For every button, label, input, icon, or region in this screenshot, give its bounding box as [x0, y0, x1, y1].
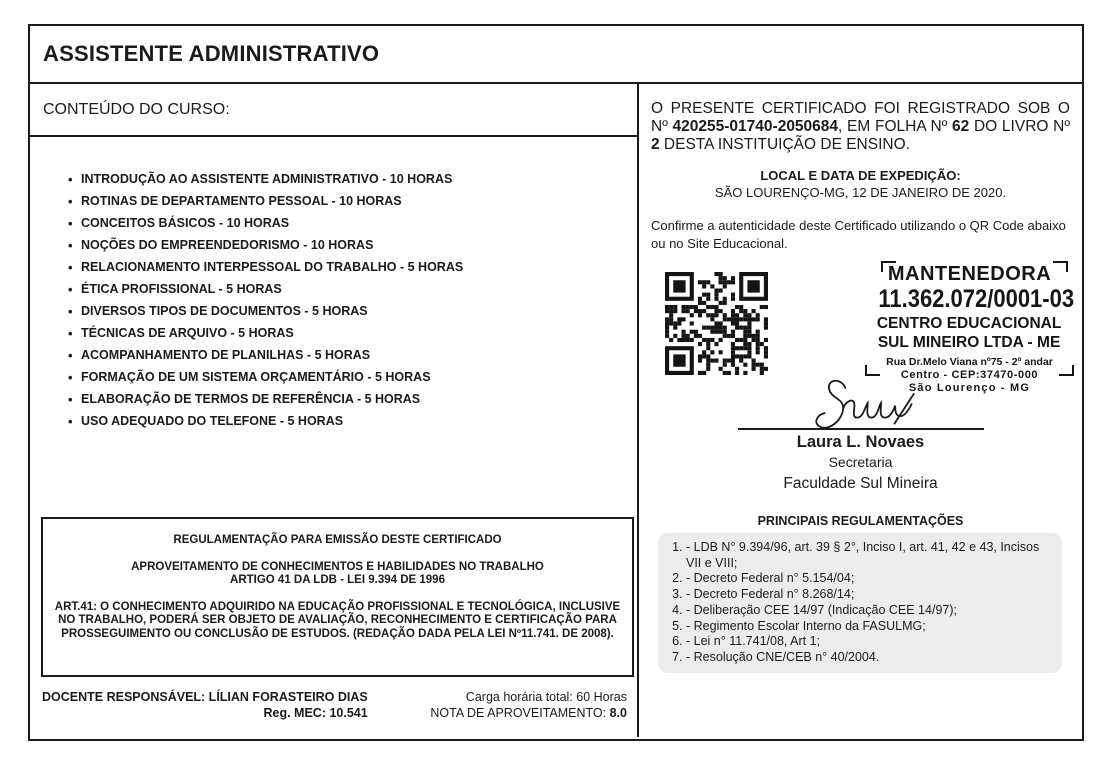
stamp-mantenedora: MANTENEDORA: [887, 263, 1052, 285]
regulation-notice-box: [41, 517, 634, 677]
grade-value: 8.0: [609, 706, 627, 720]
signatory-name: Laura L. Novaes: [796, 433, 925, 451]
course-topic: • ÉTICA PROFISSIONAL - 5 HORAS: [68, 283, 637, 296]
workload-block: [430, 689, 627, 721]
regulation-item: 6. - Lei n° 11.741/08, Art 1;: [686, 634, 1052, 650]
stamp-cep: Centro - CEP:37470-000: [900, 368, 1039, 381]
regulation-subtitle-line1: APROVEITAMENTO DE CONHECIMENTOS E HABILIDADES NO TRABALHO: [131, 560, 544, 573]
teacher-reg-mec: Reg. MEC: 10.541: [263, 706, 368, 720]
stamp-org-line1: CENTRO EDUCACIONAL: [877, 315, 1062, 332]
course-topic-list: [30, 173, 637, 428]
teacher-block: [42, 689, 368, 721]
expedition-label: LOCAL E DATA DE EXPEDIÇÃO:: [760, 168, 961, 183]
stamp-corner-icon: [1053, 261, 1068, 272]
regulations-list: [686, 540, 1052, 666]
registration-text: DO LIVRO Nº: [969, 118, 1070, 135]
regulation-item: 1. - LDB N° 9.394/96, art. 39 § 2°, Inciso I, art. 41, 42 e 43, Incisos VII e VIII;: [686, 540, 1052, 571]
registration-text: , EM FOLHA Nº: [838, 118, 953, 135]
signatory-institution: Faculdade Sul Mineira: [783, 475, 938, 492]
course-content-heading: CONTEÚDO DO CURSO:: [30, 84, 637, 137]
total-hours: Carga horária total: 60 Horas: [465, 690, 627, 704]
certificate-frame: [28, 24, 1084, 741]
content-columns: [30, 84, 1082, 737]
course-topic: • ACOMPANHAMENTO DE PLANILHAS - 5 HORAS: [68, 349, 637, 362]
stamp-org-line2: SUL MINEIRO LTDA - ME: [878, 334, 1061, 351]
regulation-item: 7. - Resolução CNE/CEB n° 40/2004.: [686, 650, 1052, 666]
registration-text: O PRESENTE CERTIFICADO FOI REGISTRADO SOB O Nº: [651, 100, 1070, 135]
qr-code: [665, 272, 768, 375]
course-topic: • DIVERSOS TIPOS DE DOCUMENTOS - 5 HORAS: [68, 305, 637, 318]
spacer: [51, 588, 624, 601]
right-column: [637, 84, 1082, 737]
regulations-box: [658, 533, 1062, 673]
page-title: ASSISTENTE ADMINISTRATIVO: [43, 41, 380, 66]
handwritten-signature: [736, 376, 986, 434]
stamp-corner-icon: [865, 365, 880, 376]
teacher-name: DOCENTE RESPONSÁVEL: LÍLIAN FORASTEIRO DIAS: [42, 690, 368, 704]
registration-paragraph: [651, 100, 1070, 154]
grade-label: NOTA DE APROVEITAMENTO:: [430, 706, 610, 720]
regulation-item: 5. - Regimento Escolar Interno da FASULMG;: [686, 619, 1052, 635]
registration-livro: 2: [651, 136, 660, 153]
spacer: [51, 548, 624, 561]
left-footer: [42, 689, 627, 721]
course-topic: • ELABORAÇÃO DE TERMOS DE REFERÊNCIA - 5 HORAS: [68, 393, 637, 406]
registration-number: 420255-01740-2050684: [672, 118, 839, 135]
regulation-title: REGULAMENTAÇÃO PARA EMISSÃO DESTE CERTIFICADO: [173, 534, 502, 546]
institution-stamp: [865, 261, 1075, 394]
expedition-value: SÃO LOURENÇO-MG, 12 DE JANEIRO DE 2020.: [714, 185, 1007, 200]
regulation-item: 4. - Deliberação CEE 14/97 (Indicação CEE 14/97);: [686, 603, 1052, 619]
course-topic: • RELACIONAMENTO INTERPESSOAL DO TRABALHO - 5 HORAS: [68, 261, 637, 274]
regulation-item: 2. - Decreto Federal n° 5.154/04;: [686, 571, 1052, 587]
stamp-cnpj: 11.362.072/0001-03: [878, 285, 1075, 313]
regulation-item: 3. - Decreto Federal n° 8.268/14;: [686, 587, 1052, 603]
regulations-heading: PRINCIPAIS REGULAMENTAÇÕES: [757, 514, 964, 528]
expedition-block: [639, 167, 1082, 201]
signature-line: [738, 428, 984, 430]
stamp-city: São Lourenço - MG: [908, 381, 1031, 394]
grade-line: [430, 705, 627, 721]
course-topic: • TÉCNICAS DE ARQUIVO - 5 HORAS: [68, 327, 637, 340]
course-topic: • USO ADEQUADO DO TELEFONE - 5 HORAS: [68, 415, 637, 428]
course-topic: • CONCEITOS BÁSICOS - 10 HORAS: [68, 217, 637, 230]
signatory-role: Secretaria: [828, 454, 893, 470]
course-topic: • INTRODUÇÃO AO ASSISTENTE ADMINISTRATIVO - 10 HORAS: [68, 173, 637, 186]
regulation-body: ART.41: O CONHECIMENTO ADQUIRIDO NA EDUCAÇÃO PROFISSIONAL E TECNOLÓGICA, INCLUSIVE NO TRABALHO, PODERÁ SER OBJETO DE AVALIAÇÃO, RECONHECIMENTO E CERTIFICAÇÃO PARA PROSSEGUIMENTO OU CONCLUSÃO DE ESTUDOS. (REDAÇÃO DADA PELA LEI Nº11.741. DE 2008).: [54, 600, 621, 640]
course-topic: • ROTINAS DE DEPARTAMENTO PESSOAL - 10 HORAS: [68, 195, 637, 208]
registration-text: DESTA INSTITUIÇÃO DE ENSINO.: [659, 136, 910, 153]
qr-code-image: [665, 272, 768, 375]
registration-folha: 62: [952, 118, 970, 135]
stamp-address: Rua Dr.Melo Viana nº75 - 2º andar: [886, 356, 1053, 368]
regulation-subtitle-line2: ARTIGO 41 DA LDB - LEI 9.394 DE 1996: [230, 574, 445, 586]
stamp-corner-icon: [881, 261, 896, 272]
title-row: [30, 26, 1082, 84]
left-column: [30, 84, 637, 737]
stamp-corner-icon: [1059, 365, 1074, 376]
signature-block: [694, 376, 1027, 493]
qr-instruction-text: Confirme a autenticidade deste Certificado utilizando o QR Code abaixo ou no Site Educacional.: [651, 218, 1066, 251]
course-topic: • NOÇÕES DO EMPREENDEDORISMO - 10 HORAS: [68, 239, 637, 252]
course-topic: • FORMAÇÃO DE UM SISTEMA ORÇAMENTÁRIO - 5 HORAS: [68, 371, 637, 384]
